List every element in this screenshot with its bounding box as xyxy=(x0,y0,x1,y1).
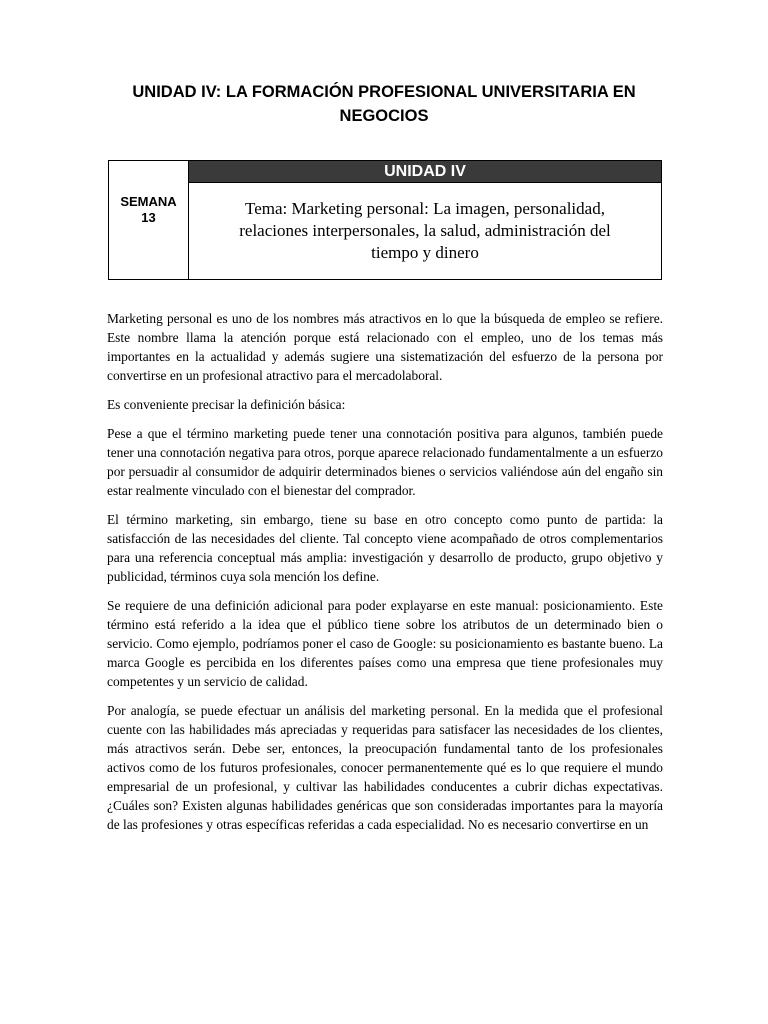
document-body xyxy=(107,309,663,844)
paragraph: Se requiere de una definición adicional para poder explayarse en este manual: posicionamiento. Este término está referido a la idea que el público tiene sobre los atributos de un determinado bien o servicio. Como ejemplo, podríamos poner el caso de Google: su posicionamiento es bastante bueno. La marca Google es percibida en los diferentes países como una empresa que tiene profesionales muy competentes y un servicio de calidad. xyxy=(107,598,663,689)
week-cell xyxy=(109,161,189,279)
paragraph: Marketing personal es uno de los nombres más atractivos en lo que la búsqueda de empleo se refiere. Este nombre llama la atención porque está relacionado con el empleo, uno de los temas más importantes en la actualidad y además sugiere una sistematización del esfuerzo de la persona por convertirse en un profesional atractivo para el mercadolaboral. xyxy=(107,311,663,383)
document-title: UNIDAD IV: LA FORMACIÓN PROFESIONAL UNIVERSITARIA EN NEGOCIOS xyxy=(132,83,636,125)
week-number: 13 xyxy=(141,210,156,225)
unit-details xyxy=(189,161,661,279)
unit-header: UNIDAD IV xyxy=(189,161,661,183)
paragraph: Pese a que el término marketing puede tener una connotación positiva para algunos, también puede tener una connotación negativa para otros, porque aparece relacionado fundamentalmente a un esfuerzo por persuadir al consumidor de adquirir determinados bienes o servicios valiéndose aún del engaño sin estar realmente vinculado con el bienestar del comprador. xyxy=(107,426,663,498)
unit-info-table xyxy=(108,160,662,280)
paragraph: El término marketing, sin embargo, tiene su base en otro concepto como punto de partida: la satisfacción de las necesidades del cliente. Tal concepto viene acompañado de otros complementarios para una referencia conceptual más amplia: investigación y desarrollo de producto, grupo objetivo y publicidad, términos cuya sola mención los define. xyxy=(107,512,663,584)
paragraph: Por analogía, se puede efectuar un análisis del marketing personal. En la medida que el profesional cuente con las habilidades más apreciadas y requeridas para satisfacer las necesidades de los clientes, más atractivos serán. Debe ser, entonces, la preocupación fundamental tanto de los profesionales activos como de los futuros profesionales, conocer permanentemente qué es lo que requiere el mundo empresarial de un profesional, y cultivar las habilidades conducentes a cubrir dichas expectativas. ¿Cuáles son? Existen algunas habilidades genéricas que son consideradas importantes para la mayoría de las profesiones y otras específicas referidas a cada especialidad. No es necesario convertirse en un xyxy=(107,703,663,832)
week-label: SEMANA xyxy=(120,194,177,209)
unit-topic: Tema: Marketing personal: La imagen, personalidad, relaciones interpersonales, la salud, administración del tiempo y dinero xyxy=(239,199,611,262)
paragraph: Es conveniente precisar la definición básica: xyxy=(107,397,346,412)
